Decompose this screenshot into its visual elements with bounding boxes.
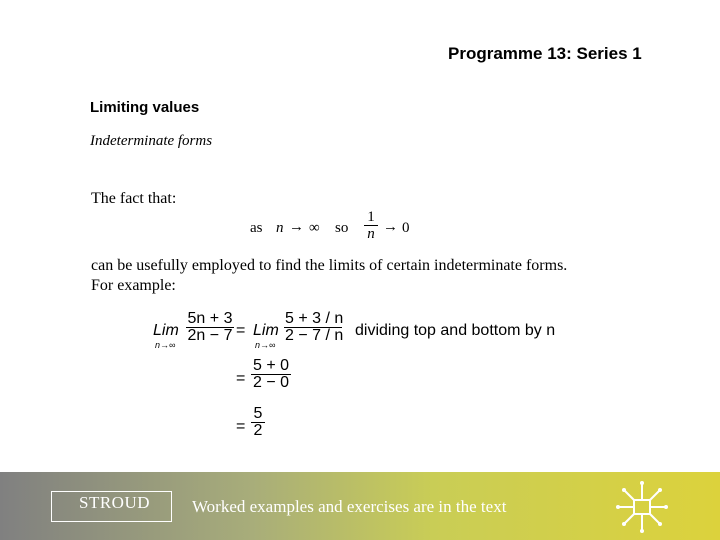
fact-so: so [335,220,349,236]
page-header-title: Programme 13: Series 1 [448,44,642,63]
stroud-logo-text: STROUD [79,493,151,512]
fraction-1 [186,311,234,344]
fraction-4-numerator: 5 [253,405,263,422]
intro-text: The fact that: [91,190,177,207]
dividing-note: dividing top and bottom by n [355,322,556,339]
fraction-1-numerator: 5n + 3 [187,310,233,327]
fraction-2-denominator: 2 − 7 / n [285,327,344,344]
equals-2: = [236,370,246,387]
compass-star-icon [614,480,670,534]
fact-numerator: 1 [367,209,375,225]
lim-subscript-2: n→∞ [255,340,276,350]
fact-zero: 0 [402,220,410,236]
body-line-2: For example: [91,277,176,294]
body-line-1: can be usefully employed to find the limits of certain indeterminate forms. [91,257,568,274]
fact-arrow-2: → [383,219,398,235]
fact-infinity: ∞ [309,220,320,236]
fraction-3-numerator: 5 + 0 [252,357,290,374]
equals-1: = [236,322,246,339]
fact-arrow: → [289,219,304,235]
fraction-2 [284,311,342,344]
fraction-3-denominator: 2 − 0 [252,374,290,391]
lim-label-2: Lim [253,322,279,339]
footer-bar [0,472,720,540]
fraction-1-denominator: 2n − 7 [187,327,233,344]
lim-label-1: Lim [153,322,179,339]
fact-fraction [364,209,378,242]
lim-subscript-1: n→∞ [155,340,176,350]
fraction-4 [251,406,265,439]
equals-3: = [236,418,246,435]
fraction-3 [251,358,291,391]
footer-note: Worked examples and exercises are in the text [192,497,507,516]
section-subtitle: Indeterminate forms [90,133,213,149]
fact-n: n [276,220,284,236]
fraction-2-numerator: 5 + 3 / n [285,310,344,327]
section-title: Limiting values [90,99,200,116]
fact-as: as [250,220,263,236]
fraction-4-denominator: 2 [251,422,265,439]
fact-denominator: n [364,225,378,242]
body-paragraph [91,256,567,296]
